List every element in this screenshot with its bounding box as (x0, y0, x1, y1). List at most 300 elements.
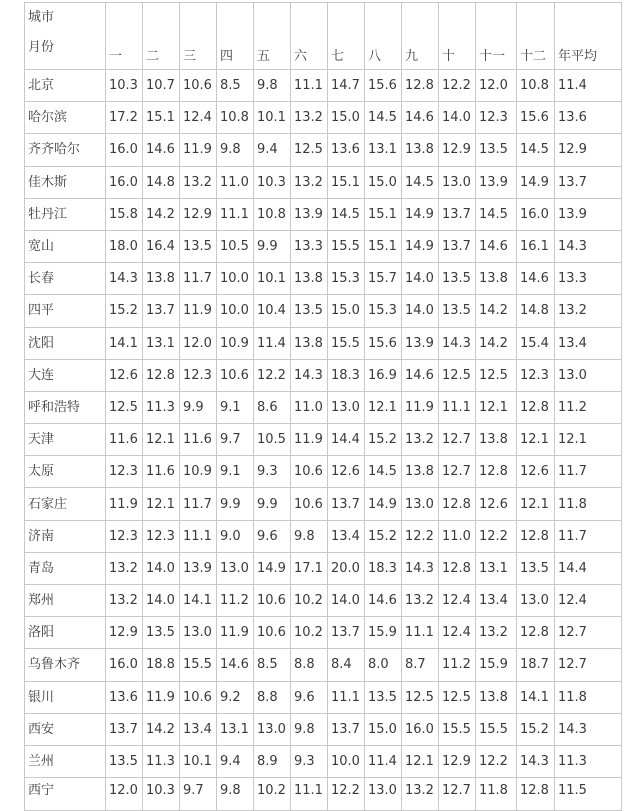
month-value-cell: 10.6 (217, 359, 254, 391)
city-name-cell: 大连 (25, 359, 106, 391)
month-value-cell: 12.5 (291, 134, 328, 166)
month-header-10: 十 (439, 3, 476, 70)
month-value-cell: 13.4 (328, 520, 365, 552)
month-value-cell: 11.9 (402, 391, 439, 423)
month-value-cell: 14.2 (143, 713, 180, 745)
month-value-cell: 11.9 (217, 617, 254, 649)
month-value-cell: 13.5 (106, 745, 143, 777)
month-value-cell: 13.7 (328, 713, 365, 745)
month-value-cell: 13.0 (439, 166, 476, 198)
month-value-cell: 12.0 (180, 327, 217, 359)
month-value-cell: 15.6 (365, 327, 402, 359)
month-value-cell: 12.8 (517, 617, 555, 649)
month-value-cell: 13.0 (328, 391, 365, 423)
month-value-cell: 9.9 (254, 230, 291, 262)
month-value-cell: 14.2 (143, 198, 180, 230)
month-value-cell: 13.4 (180, 713, 217, 745)
city-name-cell: 乌鲁木齐 (25, 649, 106, 681)
month-value-cell: 11.1 (217, 198, 254, 230)
month-value-cell: 14.9 (517, 166, 555, 198)
table-row (25, 198, 622, 230)
month-value-cell: 15.8 (106, 198, 143, 230)
month-value-cell: 13.0 (517, 585, 555, 617)
city-name-cell: 四平 (25, 295, 106, 327)
month-value-cell: 11.6 (106, 424, 143, 456)
month-value-cell: 13.2 (402, 778, 439, 811)
month-value-cell: 15.3 (328, 263, 365, 295)
month-value-cell: 10.4 (254, 295, 291, 327)
month-value-cell: 16.0 (517, 198, 555, 230)
month-value-cell: 9.2 (217, 681, 254, 713)
month-value-cell: 11.1 (291, 70, 328, 102)
city-name-cell: 济南 (25, 520, 106, 552)
month-header-2: 二 (143, 3, 180, 70)
month-value-cell: 13.5 (143, 617, 180, 649)
month-value-cell: 12.7 (439, 424, 476, 456)
month-value-cell: 13.5 (517, 552, 555, 584)
month-value-cell: 13.9 (476, 166, 517, 198)
month-value-cell: 8.0 (365, 649, 402, 681)
month-header-1: 一 (106, 3, 143, 70)
month-value-cell: 12.2 (476, 520, 517, 552)
month-value-cell: 11.1 (328, 681, 365, 713)
month-value-cell: 13.5 (365, 681, 402, 713)
month-value-cell: 11.1 (402, 617, 439, 649)
month-value-cell: 14.3 (439, 327, 476, 359)
month-value-cell: 9.6 (254, 520, 291, 552)
month-value-cell: 11.2 (217, 585, 254, 617)
month-value-cell: 10.2 (254, 778, 291, 811)
month-value-cell: 9.8 (291, 713, 328, 745)
month-value-cell: 12.5 (439, 681, 476, 713)
month-header-3: 三 (180, 3, 217, 70)
month-value-cell: 13.8 (402, 134, 439, 166)
annual-average-cell: 13.9 (555, 198, 622, 230)
month-value-cell: 13.8 (402, 456, 439, 488)
month-value-cell: 16.4 (143, 230, 180, 262)
month-value-cell: 14.5 (517, 134, 555, 166)
month-value-cell: 11.1 (291, 778, 328, 811)
annual-average-cell: 13.3 (555, 263, 622, 295)
month-value-cell: 18.0 (106, 230, 143, 262)
month-value-cell: 12.7 (439, 456, 476, 488)
month-value-cell: 15.6 (365, 70, 402, 102)
month-value-cell: 14.5 (402, 166, 439, 198)
month-value-cell: 12.9 (180, 198, 217, 230)
month-header-4: 四 (217, 3, 254, 70)
month-header-11: 十一 (476, 3, 517, 70)
month-value-cell: 14.9 (402, 230, 439, 262)
annual-average-cell: 13.7 (555, 166, 622, 198)
month-value-cell: 11.0 (217, 166, 254, 198)
month-value-cell: 13.5 (439, 263, 476, 295)
month-value-cell: 15.0 (328, 295, 365, 327)
month-value-cell: 12.2 (476, 745, 517, 777)
month-value-cell: 9.8 (217, 778, 254, 811)
month-value-cell: 12.1 (143, 488, 180, 520)
month-value-cell: 14.6 (143, 134, 180, 166)
month-value-cell: 14.1 (517, 681, 555, 713)
month-value-cell: 13.2 (106, 552, 143, 584)
month-value-cell: 12.3 (143, 520, 180, 552)
month-value-cell: 16.0 (106, 649, 143, 681)
month-value-cell: 13.0 (402, 488, 439, 520)
month-value-cell: 10.9 (217, 327, 254, 359)
month-value-cell: 12.1 (402, 745, 439, 777)
month-value-cell: 14.3 (517, 745, 555, 777)
annual-average-cell: 12.7 (555, 617, 622, 649)
month-value-cell: 10.9 (180, 456, 217, 488)
city-name-cell: 西宁 (25, 778, 106, 811)
month-value-cell: 9.0 (217, 520, 254, 552)
month-value-cell: 11.7 (180, 263, 217, 295)
month-value-cell: 10.6 (180, 70, 217, 102)
table-row (25, 488, 622, 520)
annual-average-cell: 13.6 (555, 102, 622, 134)
table-row (25, 552, 622, 584)
month-value-cell: 9.1 (217, 391, 254, 423)
city-name-cell: 呼和浩特 (25, 391, 106, 423)
table-row (25, 391, 622, 423)
month-value-cell: 15.1 (365, 230, 402, 262)
month-value-cell: 13.8 (143, 263, 180, 295)
month-value-cell: 12.8 (402, 70, 439, 102)
month-value-cell: 10.2 (291, 617, 328, 649)
month-value-cell: 14.0 (439, 102, 476, 134)
month-header-7: 七 (328, 3, 365, 70)
month-value-cell: 15.2 (365, 424, 402, 456)
month-value-cell: 15.5 (439, 713, 476, 745)
month-value-cell: 10.3 (254, 166, 291, 198)
month-value-cell: 10.0 (217, 263, 254, 295)
month-value-cell: 18.7 (517, 649, 555, 681)
month-value-cell: 9.9 (180, 391, 217, 423)
month-value-cell: 13.6 (328, 134, 365, 166)
month-header-8: 八 (365, 3, 402, 70)
month-value-cell: 12.1 (517, 424, 555, 456)
month-value-cell: 12.7 (439, 778, 476, 811)
month-value-cell: 12.8 (439, 488, 476, 520)
month-value-cell: 12.3 (517, 359, 555, 391)
table-row (25, 166, 622, 198)
month-value-cell: 13.1 (476, 552, 517, 584)
month-value-cell: 11.7 (180, 488, 217, 520)
month-value-cell: 12.9 (439, 745, 476, 777)
city-name-cell: 长春 (25, 263, 106, 295)
annual-average-cell: 14.3 (555, 230, 622, 262)
month-value-cell: 15.0 (365, 166, 402, 198)
month-value-cell: 8.7 (402, 649, 439, 681)
month-value-cell: 15.2 (365, 520, 402, 552)
month-value-cell: 12.0 (476, 70, 517, 102)
month-value-cell: 13.5 (180, 230, 217, 262)
table-row (25, 230, 622, 262)
month-value-cell: 10.6 (254, 617, 291, 649)
table-row (25, 745, 622, 777)
month-value-cell: 8.5 (217, 70, 254, 102)
month-value-cell: 11.9 (180, 295, 217, 327)
month-value-cell: 13.7 (439, 230, 476, 262)
month-value-cell: 9.8 (254, 70, 291, 102)
table-row (25, 520, 622, 552)
month-value-cell: 12.4 (439, 617, 476, 649)
month-value-cell: 8.6 (254, 391, 291, 423)
month-value-cell: 12.8 (517, 520, 555, 552)
month-value-cell: 11.0 (291, 391, 328, 423)
month-value-cell: 14.3 (402, 552, 439, 584)
month-value-cell: 13.2 (180, 166, 217, 198)
month-value-cell: 12.8 (476, 456, 517, 488)
month-value-cell: 11.8 (476, 778, 517, 811)
month-value-cell: 13.1 (217, 713, 254, 745)
month-value-cell: 8.9 (254, 745, 291, 777)
month-value-cell: 8.8 (291, 649, 328, 681)
month-value-cell: 14.2 (476, 327, 517, 359)
annual-average-header: 年平均 (555, 3, 622, 70)
table-row (25, 102, 622, 134)
month-value-cell: 12.5 (476, 359, 517, 391)
month-value-cell: 14.1 (180, 585, 217, 617)
month-value-cell: 11.1 (439, 391, 476, 423)
city-name-cell: 佳木斯 (25, 166, 106, 198)
table-header-row (25, 3, 622, 70)
month-value-cell: 15.2 (517, 713, 555, 745)
month-value-cell: 9.3 (254, 456, 291, 488)
month-value-cell: 15.9 (476, 649, 517, 681)
month-value-cell: 13.9 (180, 552, 217, 584)
month-value-cell: 14.8 (517, 295, 555, 327)
month-value-cell: 8.4 (328, 649, 365, 681)
annual-average-cell: 11.7 (555, 456, 622, 488)
month-value-cell: 10.8 (217, 102, 254, 134)
month-value-cell: 15.5 (328, 230, 365, 262)
month-header-5: 五 (254, 3, 291, 70)
month-value-cell: 15.0 (365, 713, 402, 745)
month-value-cell: 13.2 (106, 585, 143, 617)
month-value-cell: 11.9 (106, 488, 143, 520)
month-value-cell: 12.1 (365, 391, 402, 423)
annual-average-cell: 12.7 (555, 649, 622, 681)
month-value-cell: 12.6 (517, 456, 555, 488)
month-value-cell: 11.6 (180, 424, 217, 456)
month-value-cell: 12.2 (254, 359, 291, 391)
month-value-cell: 11.0 (439, 520, 476, 552)
month-value-cell: 8.5 (254, 649, 291, 681)
month-value-cell: 9.7 (180, 778, 217, 811)
month-value-cell: 14.6 (476, 230, 517, 262)
month-value-cell: 14.1 (106, 327, 143, 359)
month-value-cell: 12.2 (439, 70, 476, 102)
month-value-cell: 16.0 (106, 166, 143, 198)
city-name-cell: 西安 (25, 713, 106, 745)
month-value-cell: 17.1 (291, 552, 328, 584)
city-name-cell: 兰州 (25, 745, 106, 777)
month-value-cell: 12.6 (328, 456, 365, 488)
month-value-cell: 9.4 (217, 745, 254, 777)
month-value-cell: 12.1 (143, 424, 180, 456)
month-value-cell: 11.3 (143, 745, 180, 777)
month-value-cell: 11.6 (143, 456, 180, 488)
corner-city-label: 城市 (28, 10, 55, 25)
month-header-6: 六 (291, 3, 328, 70)
annual-average-cell: 13.0 (555, 359, 622, 391)
table-row (25, 585, 622, 617)
month-value-cell: 13.8 (291, 327, 328, 359)
table-row (25, 70, 622, 102)
month-value-cell: 15.5 (180, 649, 217, 681)
city-name-cell: 天津 (25, 424, 106, 456)
month-value-cell: 11.9 (143, 681, 180, 713)
month-value-cell: 10.5 (217, 230, 254, 262)
month-value-cell: 13.9 (291, 198, 328, 230)
month-value-cell: 14.9 (402, 198, 439, 230)
month-value-cell: 10.0 (328, 745, 365, 777)
month-value-cell: 10.1 (254, 102, 291, 134)
month-value-cell: 15.5 (328, 327, 365, 359)
city-name-cell: 沈阳 (25, 327, 106, 359)
month-value-cell: 14.0 (402, 263, 439, 295)
month-value-cell: 9.9 (254, 488, 291, 520)
month-value-cell: 11.4 (365, 745, 402, 777)
month-value-cell: 12.3 (106, 456, 143, 488)
month-value-cell: 9.6 (291, 681, 328, 713)
city-name-cell: 太原 (25, 456, 106, 488)
month-value-cell: 13.7 (106, 713, 143, 745)
annual-average-cell: 11.2 (555, 391, 622, 423)
month-value-cell: 13.1 (365, 134, 402, 166)
month-value-cell: 12.0 (106, 778, 143, 811)
annual-average-cell: 14.4 (555, 552, 622, 584)
month-value-cell: 9.8 (217, 134, 254, 166)
month-value-cell: 10.8 (254, 198, 291, 230)
month-value-cell: 10.5 (254, 424, 291, 456)
month-value-cell: 13.2 (291, 102, 328, 134)
month-header-12: 十二 (517, 3, 555, 70)
month-value-cell: 9.1 (217, 456, 254, 488)
month-value-cell: 10.1 (254, 263, 291, 295)
month-value-cell: 11.2 (439, 649, 476, 681)
table-row (25, 359, 622, 391)
month-value-cell: 13.4 (476, 585, 517, 617)
month-value-cell: 12.5 (402, 681, 439, 713)
month-value-cell: 10.0 (217, 295, 254, 327)
month-value-cell: 12.8 (517, 391, 555, 423)
header-corner-cell (25, 3, 106, 70)
month-value-cell: 10.3 (106, 70, 143, 102)
month-value-cell: 13.5 (439, 295, 476, 327)
month-value-cell: 10.2 (291, 585, 328, 617)
month-value-cell: 15.1 (328, 166, 365, 198)
month-value-cell: 11.3 (143, 391, 180, 423)
annual-average-cell: 12.1 (555, 424, 622, 456)
table-row (25, 295, 622, 327)
month-value-cell: 11.1 (180, 520, 217, 552)
month-value-cell: 14.5 (476, 198, 517, 230)
month-value-cell: 15.3 (365, 295, 402, 327)
month-value-cell: 16.0 (402, 713, 439, 745)
month-value-cell: 13.6 (106, 681, 143, 713)
month-value-cell: 9.4 (254, 134, 291, 166)
table-row (25, 681, 622, 713)
annual-average-cell: 12.9 (555, 134, 622, 166)
month-value-cell: 15.0 (328, 102, 365, 134)
month-value-cell: 13.9 (402, 327, 439, 359)
month-value-cell: 15.1 (143, 102, 180, 134)
city-name-cell: 北京 (25, 70, 106, 102)
month-value-cell: 13.5 (476, 134, 517, 166)
month-value-cell: 9.9 (217, 488, 254, 520)
month-value-cell: 13.7 (439, 198, 476, 230)
month-value-cell: 14.6 (365, 585, 402, 617)
month-value-cell: 12.9 (106, 617, 143, 649)
month-value-cell: 15.6 (517, 102, 555, 134)
month-value-cell: 13.2 (402, 424, 439, 456)
month-value-cell: 15.2 (106, 295, 143, 327)
month-value-cell: 15.5 (476, 713, 517, 745)
month-value-cell: 10.6 (180, 681, 217, 713)
month-value-cell: 13.7 (328, 488, 365, 520)
table-row (25, 263, 622, 295)
month-value-cell: 10.1 (180, 745, 217, 777)
annual-average-cell: 13.2 (555, 295, 622, 327)
month-value-cell: 13.3 (291, 230, 328, 262)
month-value-cell: 13.2 (476, 617, 517, 649)
table-row (25, 424, 622, 456)
month-value-cell: 12.4 (439, 585, 476, 617)
month-value-cell: 12.1 (517, 488, 555, 520)
month-value-cell: 13.8 (476, 263, 517, 295)
annual-average-cell: 11.8 (555, 681, 622, 713)
month-value-cell: 11.9 (180, 134, 217, 166)
month-value-cell: 13.0 (365, 778, 402, 811)
annual-average-cell: 12.4 (555, 585, 622, 617)
month-value-cell: 9.8 (291, 520, 328, 552)
month-value-cell: 13.5 (291, 295, 328, 327)
month-value-cell: 12.3 (476, 102, 517, 134)
month-value-cell: 11.9 (291, 424, 328, 456)
month-value-cell: 12.2 (402, 520, 439, 552)
month-value-cell: 17.2 (106, 102, 143, 134)
month-value-cell: 18.8 (143, 649, 180, 681)
city-name-cell: 银川 (25, 681, 106, 713)
city-name-cell: 牡丹江 (25, 198, 106, 230)
table-row (25, 617, 622, 649)
annual-average-cell: 11.7 (555, 520, 622, 552)
month-value-cell: 8.8 (254, 681, 291, 713)
annual-average-cell: 14.3 (555, 713, 622, 745)
month-value-cell: 15.7 (365, 263, 402, 295)
annual-average-cell: 11.5 (555, 778, 622, 811)
month-value-cell: 12.9 (439, 134, 476, 166)
month-value-cell: 14.9 (365, 488, 402, 520)
month-value-cell: 13.1 (143, 327, 180, 359)
month-value-cell: 14.0 (402, 295, 439, 327)
month-value-cell: 12.6 (476, 488, 517, 520)
month-value-cell: 15.1 (365, 198, 402, 230)
city-name-cell: 宽山 (25, 230, 106, 262)
month-value-cell: 16.1 (517, 230, 555, 262)
month-value-cell: 14.6 (217, 649, 254, 681)
city-name-cell: 齐齐哈尔 (25, 134, 106, 166)
table-row (25, 327, 622, 359)
month-value-cell: 14.6 (517, 263, 555, 295)
month-value-cell: 10.6 (291, 456, 328, 488)
table-row (25, 456, 622, 488)
month-value-cell: 14.0 (143, 585, 180, 617)
month-value-cell: 13.7 (328, 617, 365, 649)
month-value-cell: 14.5 (328, 198, 365, 230)
month-value-cell: 14.4 (328, 424, 365, 456)
